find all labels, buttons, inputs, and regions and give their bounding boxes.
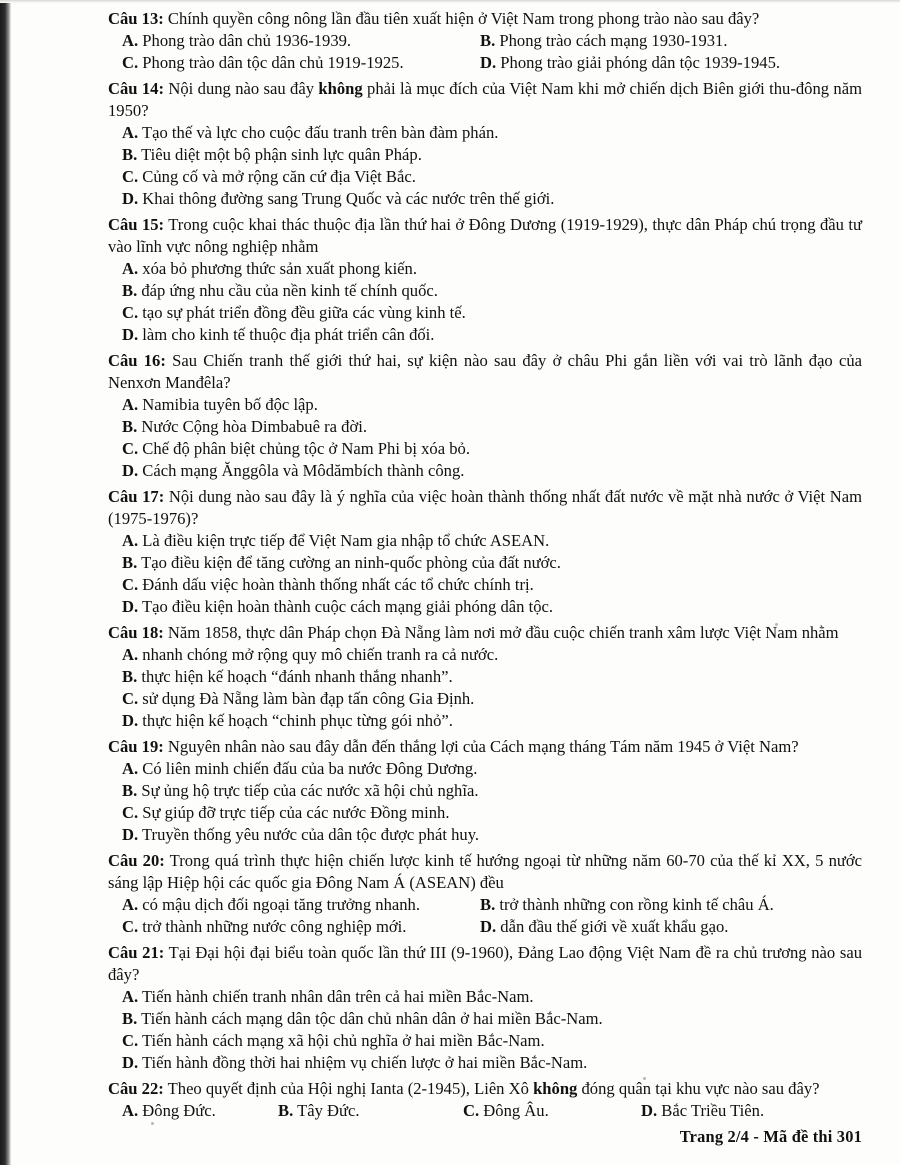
- option-c[interactable]: [463, 1101, 549, 1120]
- option-line: [108, 280, 862, 302]
- option-a[interactable]: [122, 987, 534, 1006]
- option-d[interactable]: [122, 325, 434, 344]
- scan-edge-left: [0, 0, 11, 1165]
- question-number: Câu 16:: [108, 351, 166, 370]
- option-b[interactable]: [122, 667, 453, 686]
- option-label: B.: [480, 895, 496, 914]
- option-cell: [108, 894, 480, 916]
- option-text: Bắc Triều Tiên.: [657, 1101, 765, 1120]
- option-cell: [480, 30, 862, 52]
- question-block: [108, 350, 862, 482]
- option-text: sử dụng Đà Nẵng làm bàn đạp tấn công Gia Định.: [138, 689, 475, 708]
- option-label: A.: [122, 895, 139, 914]
- option-line: [108, 666, 862, 688]
- option-cell: [480, 52, 862, 74]
- option-d[interactable]: [122, 461, 464, 480]
- option-line: [108, 596, 862, 618]
- option-d[interactable]: [122, 711, 453, 730]
- question-keyword: không: [318, 79, 363, 98]
- option-text: Đông Âu.: [479, 1101, 549, 1120]
- option-label: A.: [122, 987, 139, 1006]
- option-text: Cách mạng Ănggôla và Môdămbích thành công.: [138, 461, 465, 480]
- option-b[interactable]: [278, 1101, 360, 1120]
- option-line: [108, 122, 862, 144]
- option-a[interactable]: [122, 645, 498, 664]
- option-line: [108, 1008, 862, 1030]
- option-text: Namibia tuyên bố độc lập.: [138, 395, 318, 414]
- question-stem: [108, 1078, 862, 1100]
- option-label: D.: [122, 325, 139, 344]
- question-number: Câu 19:: [108, 737, 164, 756]
- option-text: dẫn đầu thế giới về xuất khẩu gạo.: [496, 917, 729, 936]
- option-list: [108, 986, 862, 1074]
- option-line: [108, 438, 862, 460]
- option-d[interactable]: [122, 597, 553, 616]
- option-line: [108, 552, 862, 574]
- option-line: [108, 688, 862, 710]
- option-line: [108, 302, 862, 324]
- option-label: D.: [122, 461, 139, 480]
- question-block: [108, 486, 862, 618]
- option-label: D.: [122, 711, 139, 730]
- option-text: Phong trào giải phóng dân tộc 1939-1945.: [496, 53, 781, 72]
- question-stem: [108, 736, 862, 758]
- option-label: C.: [122, 303, 139, 322]
- option-label: C.: [122, 803, 139, 822]
- option-label: B.: [122, 667, 138, 686]
- option-a[interactable]: [122, 895, 420, 914]
- option-line: [108, 644, 862, 666]
- option-cell: [108, 52, 480, 74]
- option-c[interactable]: [122, 439, 470, 458]
- option-label: D.: [122, 825, 139, 844]
- question-block: [108, 850, 862, 938]
- option-c[interactable]: [122, 303, 466, 322]
- question-text: Nguyên nhân nào sau đây dẫn đến thắng lợi của Cách mạng tháng Tám năm 1945 ở Việt Nam?: [163, 737, 799, 756]
- option-label: A.: [122, 531, 139, 550]
- option-b[interactable]: [122, 781, 478, 800]
- option-label: B.: [122, 781, 138, 800]
- question-text: Trong cuộc khai thác thuộc địa lần thứ hai ở Đông Dương (1919-1929), thực dân Pháp chú trọng đầu tư vào lĩnh vực nông nghiệp nhằm: [108, 215, 863, 256]
- question-text-continued: phải là mục đích của Việt Nam khi mở chiến dịch Biên giới thu-đông năm 1950?: [108, 79, 862, 120]
- option-d[interactable]: [480, 917, 728, 936]
- option-list: [108, 122, 862, 210]
- option-text: Tiến hành cách mạng xã hội chủ nghĩa ở hai miền Bắc-Nam.: [138, 1031, 545, 1050]
- option-label: A.: [122, 395, 139, 414]
- option-list: [108, 758, 862, 846]
- option-c[interactable]: [122, 575, 534, 594]
- question-stem: [108, 8, 862, 30]
- option-a[interactable]: [122, 31, 351, 50]
- option-c[interactable]: [122, 167, 416, 186]
- question-text: Sau Chiến tranh thế giới thứ hai, sự kiện nào sau đây ở châu Phi gắn liền với vai trò lãnh đạo của Nenxơn Manđêla?: [108, 351, 863, 392]
- question-block: [108, 214, 862, 346]
- option-cell: [463, 1100, 641, 1122]
- question-text: Năm 1858, thực dân Pháp chọn Đà Nẵng làm nơi mở đầu cuộc chiến tranh xâm lược Việt Nam nhằm: [163, 623, 839, 642]
- option-b[interactable]: [122, 145, 422, 164]
- question-stem: [108, 486, 862, 530]
- option-d[interactable]: [480, 53, 780, 72]
- option-text: Sự giúp đỡ trực tiếp của các nước Đồng minh.: [138, 803, 450, 822]
- option-b[interactable]: [122, 1009, 603, 1028]
- option-text: trở thành những con rồng kinh tế châu Á.: [495, 895, 774, 914]
- option-label: C.: [122, 439, 139, 458]
- option-label: C.: [122, 53, 139, 72]
- option-list: [108, 30, 862, 74]
- option-label: D.: [480, 53, 497, 72]
- option-text: làm cho kinh tế thuộc địa phát triển cân đối.: [138, 325, 435, 344]
- option-list: [108, 1100, 862, 1122]
- option-text: Tiến hành chiến tranh nhân dân trên cả hai miền Bắc-Nam.: [138, 987, 534, 1006]
- question-number: Câu 17:: [108, 487, 165, 506]
- question-text: Nội dung nào sau đây là ý nghĩa của việc hoàn thành thống nhất đất nước về mặt nhà nước ở Việt Nam (1975-1976)?: [108, 487, 863, 528]
- option-label: B.: [122, 553, 138, 572]
- option-c[interactable]: [122, 917, 406, 936]
- option-d[interactable]: [122, 1053, 587, 1072]
- option-d[interactable]: [122, 825, 479, 844]
- option-line: [108, 758, 862, 780]
- option-line: [108, 780, 862, 802]
- option-label: A.: [122, 259, 139, 278]
- option-text: đáp ứng nhu cầu của nền kinh tế chính quốc.: [137, 281, 438, 300]
- option-text: Có liên minh chiến đấu của ba nước Đông Dương.: [138, 759, 478, 778]
- option-a[interactable]: [122, 531, 549, 550]
- option-cell: [278, 1100, 463, 1122]
- option-row: [108, 52, 862, 74]
- option-text: Phong trào cách mạng 1930-1931.: [495, 31, 728, 50]
- option-cell: [480, 894, 862, 916]
- question-text: Trong quá trình thực hiện chiến lược kinh tế hướng ngoại từ những năm 60-70 của thế kỉ XX, 5 nước sáng lập Hiệp hội các quốc gia Đông Nam Á (ASEAN) đều: [108, 851, 863, 892]
- option-text: trở thành những nước công nghiệp mới.: [138, 917, 407, 936]
- scan-edge-top: [0, 0, 900, 3]
- option-list: [108, 258, 862, 346]
- option-label: A.: [122, 1101, 139, 1120]
- option-b[interactable]: [122, 281, 438, 300]
- option-text: nhanh chóng mở rộng quy mô chiến tranh ra cả nước.: [138, 645, 499, 664]
- option-a[interactable]: [122, 259, 417, 278]
- option-cell: [641, 1100, 862, 1122]
- question-number: Câu 20:: [108, 851, 165, 870]
- option-text: Phong trào dân tộc dân chủ 1919-1925.: [138, 53, 404, 72]
- option-line: [108, 166, 862, 188]
- question-block: [108, 736, 862, 846]
- question-number: Câu 13:: [108, 9, 164, 28]
- option-label: C.: [122, 575, 139, 594]
- option-text: xóa bỏ phương thức sản xuất phong kiến.: [138, 259, 417, 278]
- question-block: [108, 8, 862, 74]
- question-number: Câu 14:: [108, 79, 165, 98]
- page-footer: Trang 2/4 - Mã đề thi 301: [679, 1127, 862, 1146]
- option-label: C.: [122, 167, 139, 186]
- option-text: Đánh dấu việc hoàn thành thống nhất các tổ chức chính trị.: [138, 575, 534, 594]
- option-label: B.: [480, 31, 496, 50]
- option-label: B.: [122, 281, 138, 300]
- question-stem: [108, 78, 862, 122]
- question-text: Chính quyền công nông lần đầu tiên xuất hiện ở Việt Nam trong phong trào nào sau đây?: [163, 9, 760, 28]
- option-line: [108, 258, 862, 280]
- option-text: Tạo điều kiện để tăng cường an ninh-quốc phòng của đất nước.: [137, 553, 561, 572]
- option-label: B.: [122, 145, 138, 164]
- option-cell: [108, 1100, 278, 1122]
- option-line: [108, 530, 862, 552]
- option-line: [108, 710, 862, 732]
- option-text: Tiêu diệt một bộ phận sinh lực quân Pháp.: [137, 145, 422, 164]
- option-a[interactable]: [122, 395, 318, 414]
- question-block: [108, 622, 862, 732]
- option-a[interactable]: [122, 759, 477, 778]
- option-text: Chế độ phân biệt chủng tộc ở Nam Phi bị xóa bỏ.: [138, 439, 470, 458]
- option-b[interactable]: [122, 553, 561, 572]
- option-line: [108, 188, 862, 210]
- option-c[interactable]: [122, 1031, 545, 1050]
- option-line: [108, 394, 862, 416]
- option-label: C.: [122, 1031, 139, 1050]
- option-line: [108, 574, 862, 596]
- option-b[interactable]: [480, 895, 774, 914]
- option-c[interactable]: [122, 803, 449, 822]
- option-line: [108, 802, 862, 824]
- question-block: [108, 1078, 862, 1122]
- option-text: Tạo điều kiện hoàn thành cuộc cách mạng giải phóng dân tộc.: [138, 597, 554, 616]
- option-row: [108, 894, 862, 916]
- question-block: [108, 942, 862, 1074]
- option-label: B.: [122, 417, 138, 436]
- option-text: Truyền thống yêu nước của dân tộc được phát huy.: [138, 825, 480, 844]
- question-number: Câu 21:: [108, 943, 165, 962]
- question-stem: [108, 942, 862, 986]
- option-label: B.: [122, 1009, 138, 1028]
- option-label: D.: [122, 597, 139, 616]
- option-text: tạo sự phát triển đồng đều giữa các vùng kinh tế.: [138, 303, 466, 322]
- question-block: [108, 78, 862, 210]
- option-c[interactable]: [122, 689, 474, 708]
- option-label: D.: [122, 1053, 139, 1072]
- question-stem: [108, 622, 862, 644]
- option-text: Tạo thế và lực cho cuộc đấu tranh trên bàn đàm phán.: [138, 123, 499, 142]
- option-text: Khai thông đường sang Trung Quốc và các nước trên thế giới.: [138, 189, 555, 208]
- question-text: Nội dung nào sau đây: [164, 79, 319, 98]
- option-list: [108, 394, 862, 482]
- option-line: [108, 986, 862, 1008]
- option-label: D.: [480, 917, 497, 936]
- option-b[interactable]: [122, 417, 367, 436]
- question-stem: [108, 350, 862, 394]
- question-number: Câu 18:: [108, 623, 164, 642]
- option-a[interactable]: [122, 123, 498, 142]
- question-text: Theo quyết định của Hội nghị Ianta (2-1945), Liên Xô: [163, 1079, 534, 1098]
- option-cell: [480, 916, 862, 938]
- option-line: [108, 416, 862, 438]
- option-label: A.: [122, 645, 139, 664]
- option-list: [108, 644, 862, 732]
- option-label: C.: [122, 917, 139, 936]
- option-label: A.: [122, 759, 139, 778]
- option-label: A.: [122, 31, 139, 50]
- option-text: Phong trào dân chủ 1936-1939.: [138, 31, 352, 50]
- option-label: A.: [122, 123, 139, 142]
- option-row: [108, 30, 862, 52]
- option-text: Tiến hành cách mạng dân tộc dân chủ nhân dân ở hai miền Bắc-Nam.: [137, 1009, 603, 1028]
- option-text: Củng cố và mở rộng căn cứ địa Việt Bắc.: [138, 167, 416, 186]
- option-label: D.: [122, 189, 139, 208]
- option-line: [108, 324, 862, 346]
- option-line: [108, 824, 862, 846]
- option-cell: [108, 916, 480, 938]
- question-stem: [108, 214, 862, 258]
- option-cell: [108, 30, 480, 52]
- option-list: [108, 894, 862, 938]
- option-text: Là điều kiện trực tiếp để Việt Nam gia nhập tổ chức ASEAN.: [138, 531, 550, 550]
- option-a[interactable]: [122, 1101, 216, 1120]
- option-line: [108, 1030, 862, 1052]
- option-d[interactable]: [641, 1101, 764, 1120]
- option-b[interactable]: [480, 31, 727, 50]
- option-text: Tiến hành đồng thời hai nhiệm vụ chiến lược ở hai miền Bắc-Nam.: [138, 1053, 588, 1072]
- option-c[interactable]: [122, 53, 404, 72]
- option-line: [108, 460, 862, 482]
- question-number: Câu 15:: [108, 215, 165, 234]
- question-text: Tại Đại hội đại biểu toàn quốc lần thứ III (9-1960), Đảng Lao động Việt Nam đề ra chủ trương nào sau đây?: [108, 943, 862, 984]
- option-d[interactable]: [122, 189, 554, 208]
- question-text-continued: đóng quân tại khu vực nào sau đây?: [577, 1079, 820, 1098]
- option-line: [108, 1052, 862, 1074]
- option-text: Nước Cộng hòa Dimbabuê ra đời.: [137, 417, 367, 436]
- option-label: D.: [641, 1101, 658, 1120]
- option-list: [108, 530, 862, 618]
- option-text: Sự ủng hộ trực tiếp của các nước xã hội chủ nghĩa.: [137, 781, 479, 800]
- question-number: Câu 22:: [108, 1079, 164, 1098]
- option-text: Đông Đức.: [138, 1101, 216, 1120]
- option-label: C.: [122, 689, 139, 708]
- option-label: B.: [278, 1101, 294, 1120]
- option-label: C.: [463, 1101, 480, 1120]
- option-line: [108, 144, 862, 166]
- option-text: có mậu dịch đối ngoại tăng trưởng nhanh.: [138, 895, 420, 914]
- question-stem: [108, 850, 862, 894]
- option-text: Tây Đức.: [293, 1101, 360, 1120]
- question-keyword: không: [533, 1079, 578, 1098]
- option-text: thực hiện kế hoạch “đánh nhanh thắng nhanh”.: [137, 667, 453, 686]
- option-row: [108, 916, 862, 938]
- question-list: [108, 8, 862, 1126]
- option-text: thực hiện kế hoạch “chinh phục từng gói nhỏ”.: [138, 711, 453, 730]
